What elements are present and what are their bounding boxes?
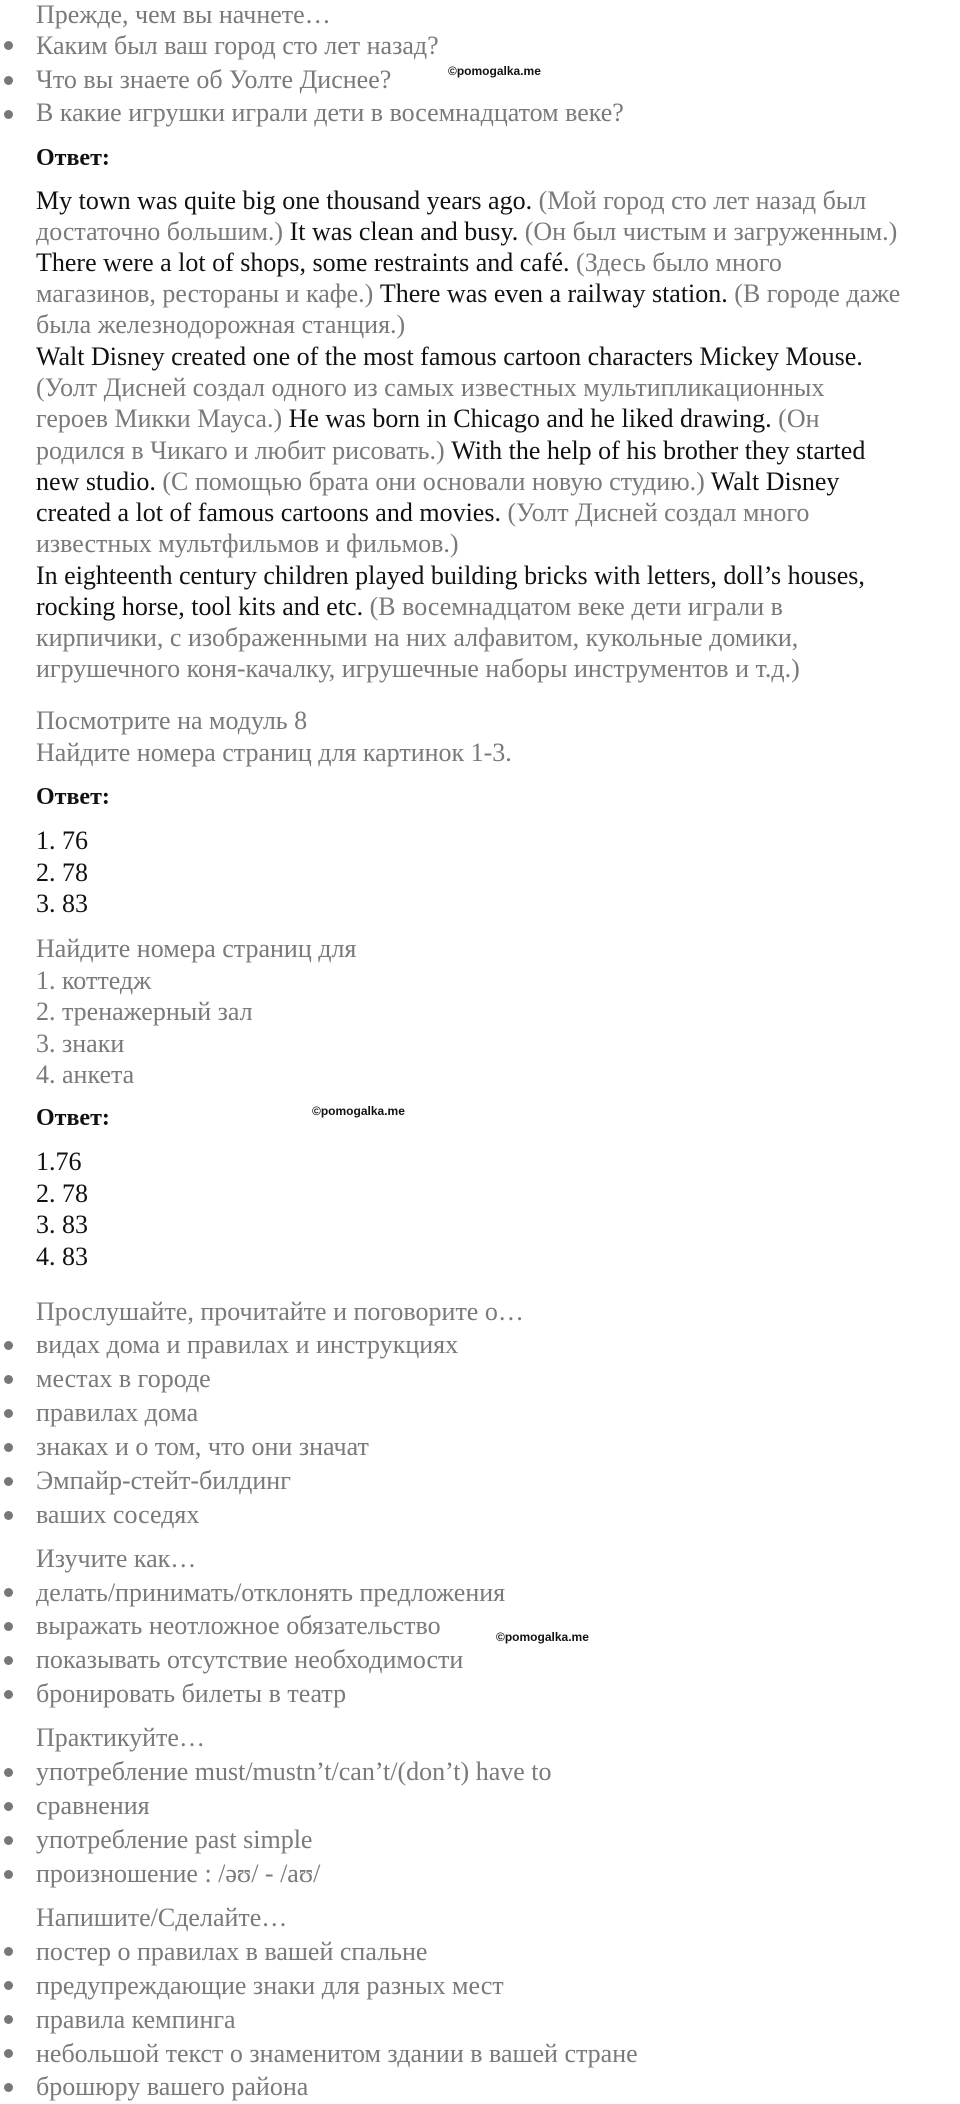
write-item: предупреждающие знаки для разных мест	[36, 1971, 504, 2000]
answer-line: родился в Чикаго и любит рисовать.) With the help of his brother they started	[36, 436, 866, 465]
listen-title: Прослушайте, прочитайте и поговорите о…	[36, 1297, 524, 1326]
answer-label: Ответ:	[36, 1105, 110, 1131]
listen-item: правилах дома	[36, 1398, 199, 1427]
learn-item: бронировать билеты в театр	[36, 1679, 347, 1708]
bullet-icon	[4, 2049, 13, 2058]
intro-item: Что вы знаете об Уолте Диснее?	[36, 65, 392, 94]
bullet-icon	[4, 1870, 13, 1879]
learn-item: выражать неотложное обязательство	[36, 1611, 441, 1640]
bullet-icon	[4, 1341, 13, 1350]
answer-line: (Уолт Дисней создал одного из самых известных мультипликационных	[36, 373, 825, 402]
bullet-icon	[4, 1622, 13, 1631]
learn-title: Изучите как…	[36, 1544, 197, 1573]
intro-title: Прежде, чем вы начнете…	[36, 0, 331, 29]
answer-line: игрушечного коня-качалку, игрушечные наборы инструментов и т.д.)	[36, 654, 800, 683]
answer-item: 3. 83	[36, 1210, 88, 1239]
listen-item: знаках и о том, что они значат	[36, 1432, 369, 1461]
find-item: 1. коттедж	[36, 966, 152, 995]
practice-item: сравнения	[36, 1791, 150, 1820]
answer-line: Walt Disney created one of the most famous cartoon characters Mickey Mouse.	[36, 342, 863, 371]
bullet-icon	[4, 1375, 13, 1384]
answer-line: героев Микки Мауса.) He was born in Chicago and he liked drawing. (Он	[36, 404, 820, 433]
module-title: Посмотрите на модуль 8	[36, 706, 308, 735]
listen-item: видах дома и правилах и инструкциях	[36, 1330, 459, 1359]
bullet-icon	[4, 41, 13, 50]
practice-title: Практикуйте…	[36, 1723, 205, 1752]
bullet-icon	[4, 1981, 13, 1990]
answer-line: created a lot of famous cartoons and movies. (Уолт Дисней создал много	[36, 498, 810, 527]
bullet-icon	[4, 1588, 13, 1597]
practice-item: употребление must/mustn’t/can’t/(don’t) have to	[36, 1757, 552, 1786]
bullet-icon	[4, 76, 13, 85]
answer-label: Ответ:	[36, 145, 110, 171]
bullet-icon	[4, 1690, 13, 1699]
bullet-icon	[4, 1836, 13, 1845]
write-item: небольшой текст о знаменитом здании в вашей стране	[36, 2039, 638, 2068]
listen-item: Эмпайр-стейт-билдинг	[36, 1466, 291, 1495]
answer-line: магазинов, рестораны и кафе.) There was even a railway station. (В городе даже	[36, 279, 901, 308]
listen-item: ваших соседях	[36, 1500, 200, 1529]
module-task: Найдите номера страниц для картинок 1-3.	[36, 738, 512, 767]
answer-label: Ответ:	[36, 784, 110, 810]
answer-line: There were a lot of shops, some restraints and café. (Здесь было много	[36, 248, 782, 277]
find-item: 3. знаки	[36, 1029, 125, 1058]
find-title: Найдите номера страниц для	[36, 934, 357, 963]
learn-item: показывать отсутствие необходимости	[36, 1645, 464, 1674]
watermark: ©pomogalka.me	[448, 64, 541, 78]
bullet-icon	[4, 1947, 13, 1956]
answer-item: 2. 78	[36, 1179, 88, 1208]
answer-item: 1. 76	[36, 826, 88, 855]
bullet-icon	[4, 1656, 13, 1665]
bullet-icon	[4, 1802, 13, 1811]
bullet-icon	[4, 1768, 13, 1777]
answer-line: My town was quite big one thousand years ago. (Мой город сто лет назад был	[36, 186, 867, 215]
answer-line: rocking horse, tool kits and etc. (В восемнадцатом веке дети играли в	[36, 592, 783, 621]
write-item: брошюру вашего района	[36, 2072, 309, 2101]
answer-line: In eighteenth century children played building bricks with letters, doll’s houses,	[36, 561, 865, 590]
write-item: правила кемпинга	[36, 2005, 236, 2034]
practice-item: произношение : /əʊ/ - /aʊ/	[36, 1859, 321, 1888]
bullet-icon	[4, 110, 13, 119]
write-item: постер о правилах в вашей спальне	[36, 1937, 428, 1966]
answer-line: достаточно большим.) It was clean and busy. (Он был чистым и загруженным.)	[36, 217, 898, 246]
watermark: ©pomogalka.me	[312, 1104, 405, 1118]
find-item: 4. анкета	[36, 1060, 135, 1089]
intro-item: Каким был ваш город сто лет назад?	[36, 31, 439, 60]
intro-item: В какие игрушки играли дети в восемнадцатом веке?	[36, 98, 624, 127]
watermark: ©pomogalka.me	[496, 1630, 589, 1644]
practice-item: употребление past simple	[36, 1825, 313, 1854]
bullet-icon	[4, 1477, 13, 1486]
bullet-icon	[4, 1409, 13, 1418]
bullet-icon	[4, 2015, 13, 2024]
bullet-icon	[4, 1443, 13, 1452]
answer-line: new studio. (С помощью брата они основали новую студию.) Walt Disney	[36, 467, 840, 496]
answer-item: 4. 83	[36, 1242, 88, 1271]
write-title: Напишите/Сделайте…	[36, 1903, 288, 1932]
answer-item: 3. 83	[36, 889, 88, 918]
answer-line: была железнодорожная станция.)	[36, 310, 406, 339]
bullet-icon	[4, 2083, 13, 2092]
answer-line: известных мультфильмов и фильмов.)	[36, 529, 459, 558]
answer-item: 2. 78	[36, 858, 88, 887]
answer-line: кирпичики, с изображенными на них алфавитом, кукольные домики,	[36, 623, 799, 652]
answer-item: 1.76	[36, 1147, 82, 1176]
bullet-icon	[4, 1511, 13, 1520]
find-item: 2. тренажерный зал	[36, 997, 253, 1026]
learn-item: делать/принимать/отклонять предложения	[36, 1578, 506, 1607]
listen-item: местах в городе	[36, 1364, 211, 1393]
